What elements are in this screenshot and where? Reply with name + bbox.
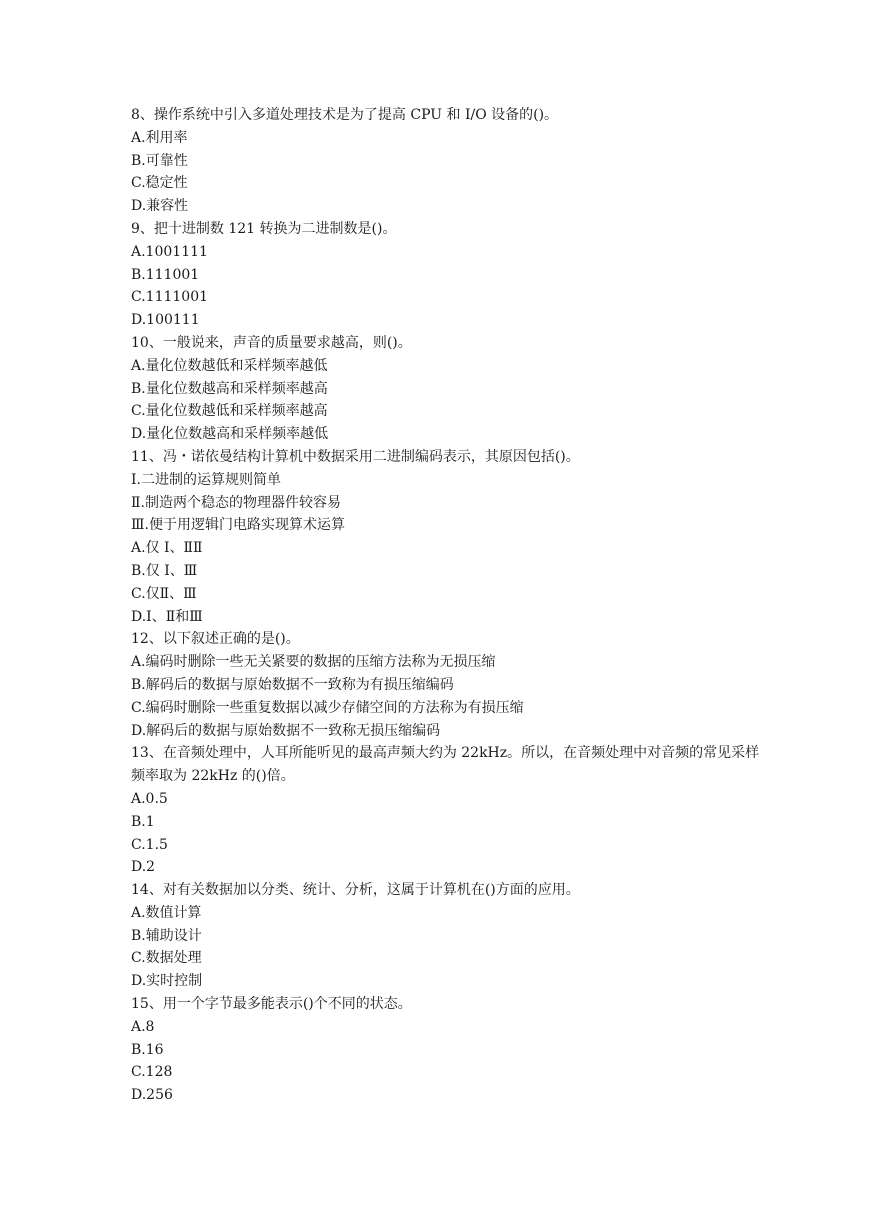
option-9c: C.1111001 — [131, 289, 209, 306]
option-13b: B.1 — [131, 813, 155, 830]
statement-11-3: Ⅲ.便于用逻辑门电路实现算术运算 — [131, 517, 345, 534]
option-13a: A.0.5 — [131, 790, 168, 807]
statement-11-2: Ⅱ.制造两个稳态的物理器件较容易 — [131, 494, 341, 511]
option-12d: D.解码后的数据与原始数据不一致称无损压缩编码 — [131, 722, 441, 739]
option-14c: C.数据处理 — [131, 950, 202, 967]
option-14b: B.辅助设计 — [131, 927, 202, 944]
option-11d: D.I、Ⅱ和Ⅲ — [131, 608, 203, 625]
question-11: 11、冯・诺依曼结构计算机中数据采用二进制编码表示，其原因包括()。 — [131, 448, 580, 465]
option-12b: B.解码后的数据与原始数据不一致称为有损压缩编码 — [131, 676, 454, 693]
question-13: 13、在音频处理中，人耳所能听见的最高声频大约为 22kHz。所以，在音频处理中对音频的常见采样频率取为 22kHz 的()倍。 — [131, 745, 760, 785]
option-13c: C.1.5 — [131, 836, 168, 853]
statement-11-1: I.二进制的运算规则简单 — [131, 471, 281, 488]
option-12c: C.编码时删除一些重复数据以减少存储空间的方法称为有损压缩 — [131, 699, 524, 716]
option-11a: A.仅 I、ⅡⅡ — [131, 540, 203, 557]
option-8a: A.利用率 — [131, 129, 188, 146]
option-9d: D.100111 — [131, 312, 200, 329]
option-12a: A.编码时删除一些无关紧要的数据的压缩方法称为无损压缩 — [131, 654, 496, 671]
option-15b: B.16 — [131, 1041, 164, 1058]
option-15d: D.256 — [131, 1087, 173, 1104]
option-15a: A.8 — [131, 1018, 155, 1035]
option-11c: C.仅Ⅱ、Ⅲ — [131, 585, 197, 602]
question-12: 12、以下叙述正确的是()。 — [131, 631, 300, 648]
option-8b: B.可靠性 — [131, 152, 188, 169]
option-15c: C.128 — [131, 1064, 173, 1081]
option-10c: C.量化位数越低和采样频率越高 — [131, 403, 328, 420]
option-11b: B.仅 I、Ⅲ — [131, 562, 198, 579]
question-9: 9、把十进制数 121 转换为二进制数是()。 — [131, 220, 397, 237]
option-10a: A.量化位数越低和采样频率越低 — [131, 357, 328, 374]
question-14: 14、对有关数据加以分类、统计、分析，这属于计算机在()方面的应用。 — [131, 882, 580, 899]
option-13d: D.2 — [131, 859, 156, 876]
option-10b: B.量化位数越高和采样频率越高 — [131, 380, 328, 397]
option-9b: B.111001 — [131, 266, 200, 283]
option-8d: D.兼容性 — [131, 198, 189, 215]
option-9a: A.1001111 — [131, 243, 208, 260]
question-10: 10、一般说来，声音的质量要求越高，则()。 — [131, 334, 412, 351]
option-14d: D.实时控制 — [131, 973, 203, 990]
question-8: 8、操作系统中引入多道处理技术是为了提高 CPU 和 I/O 设备的()。 — [131, 107, 559, 123]
question-15: 15、用一个字节最多能表示()个不同的状态。 — [131, 996, 412, 1013]
option-8c: C.稳定性 — [131, 175, 188, 192]
document-body — [131, 104, 771, 1107]
option-10d: D.量化位数越高和采样频率越低 — [131, 426, 329, 443]
option-14a: A.数值计算 — [131, 904, 202, 921]
